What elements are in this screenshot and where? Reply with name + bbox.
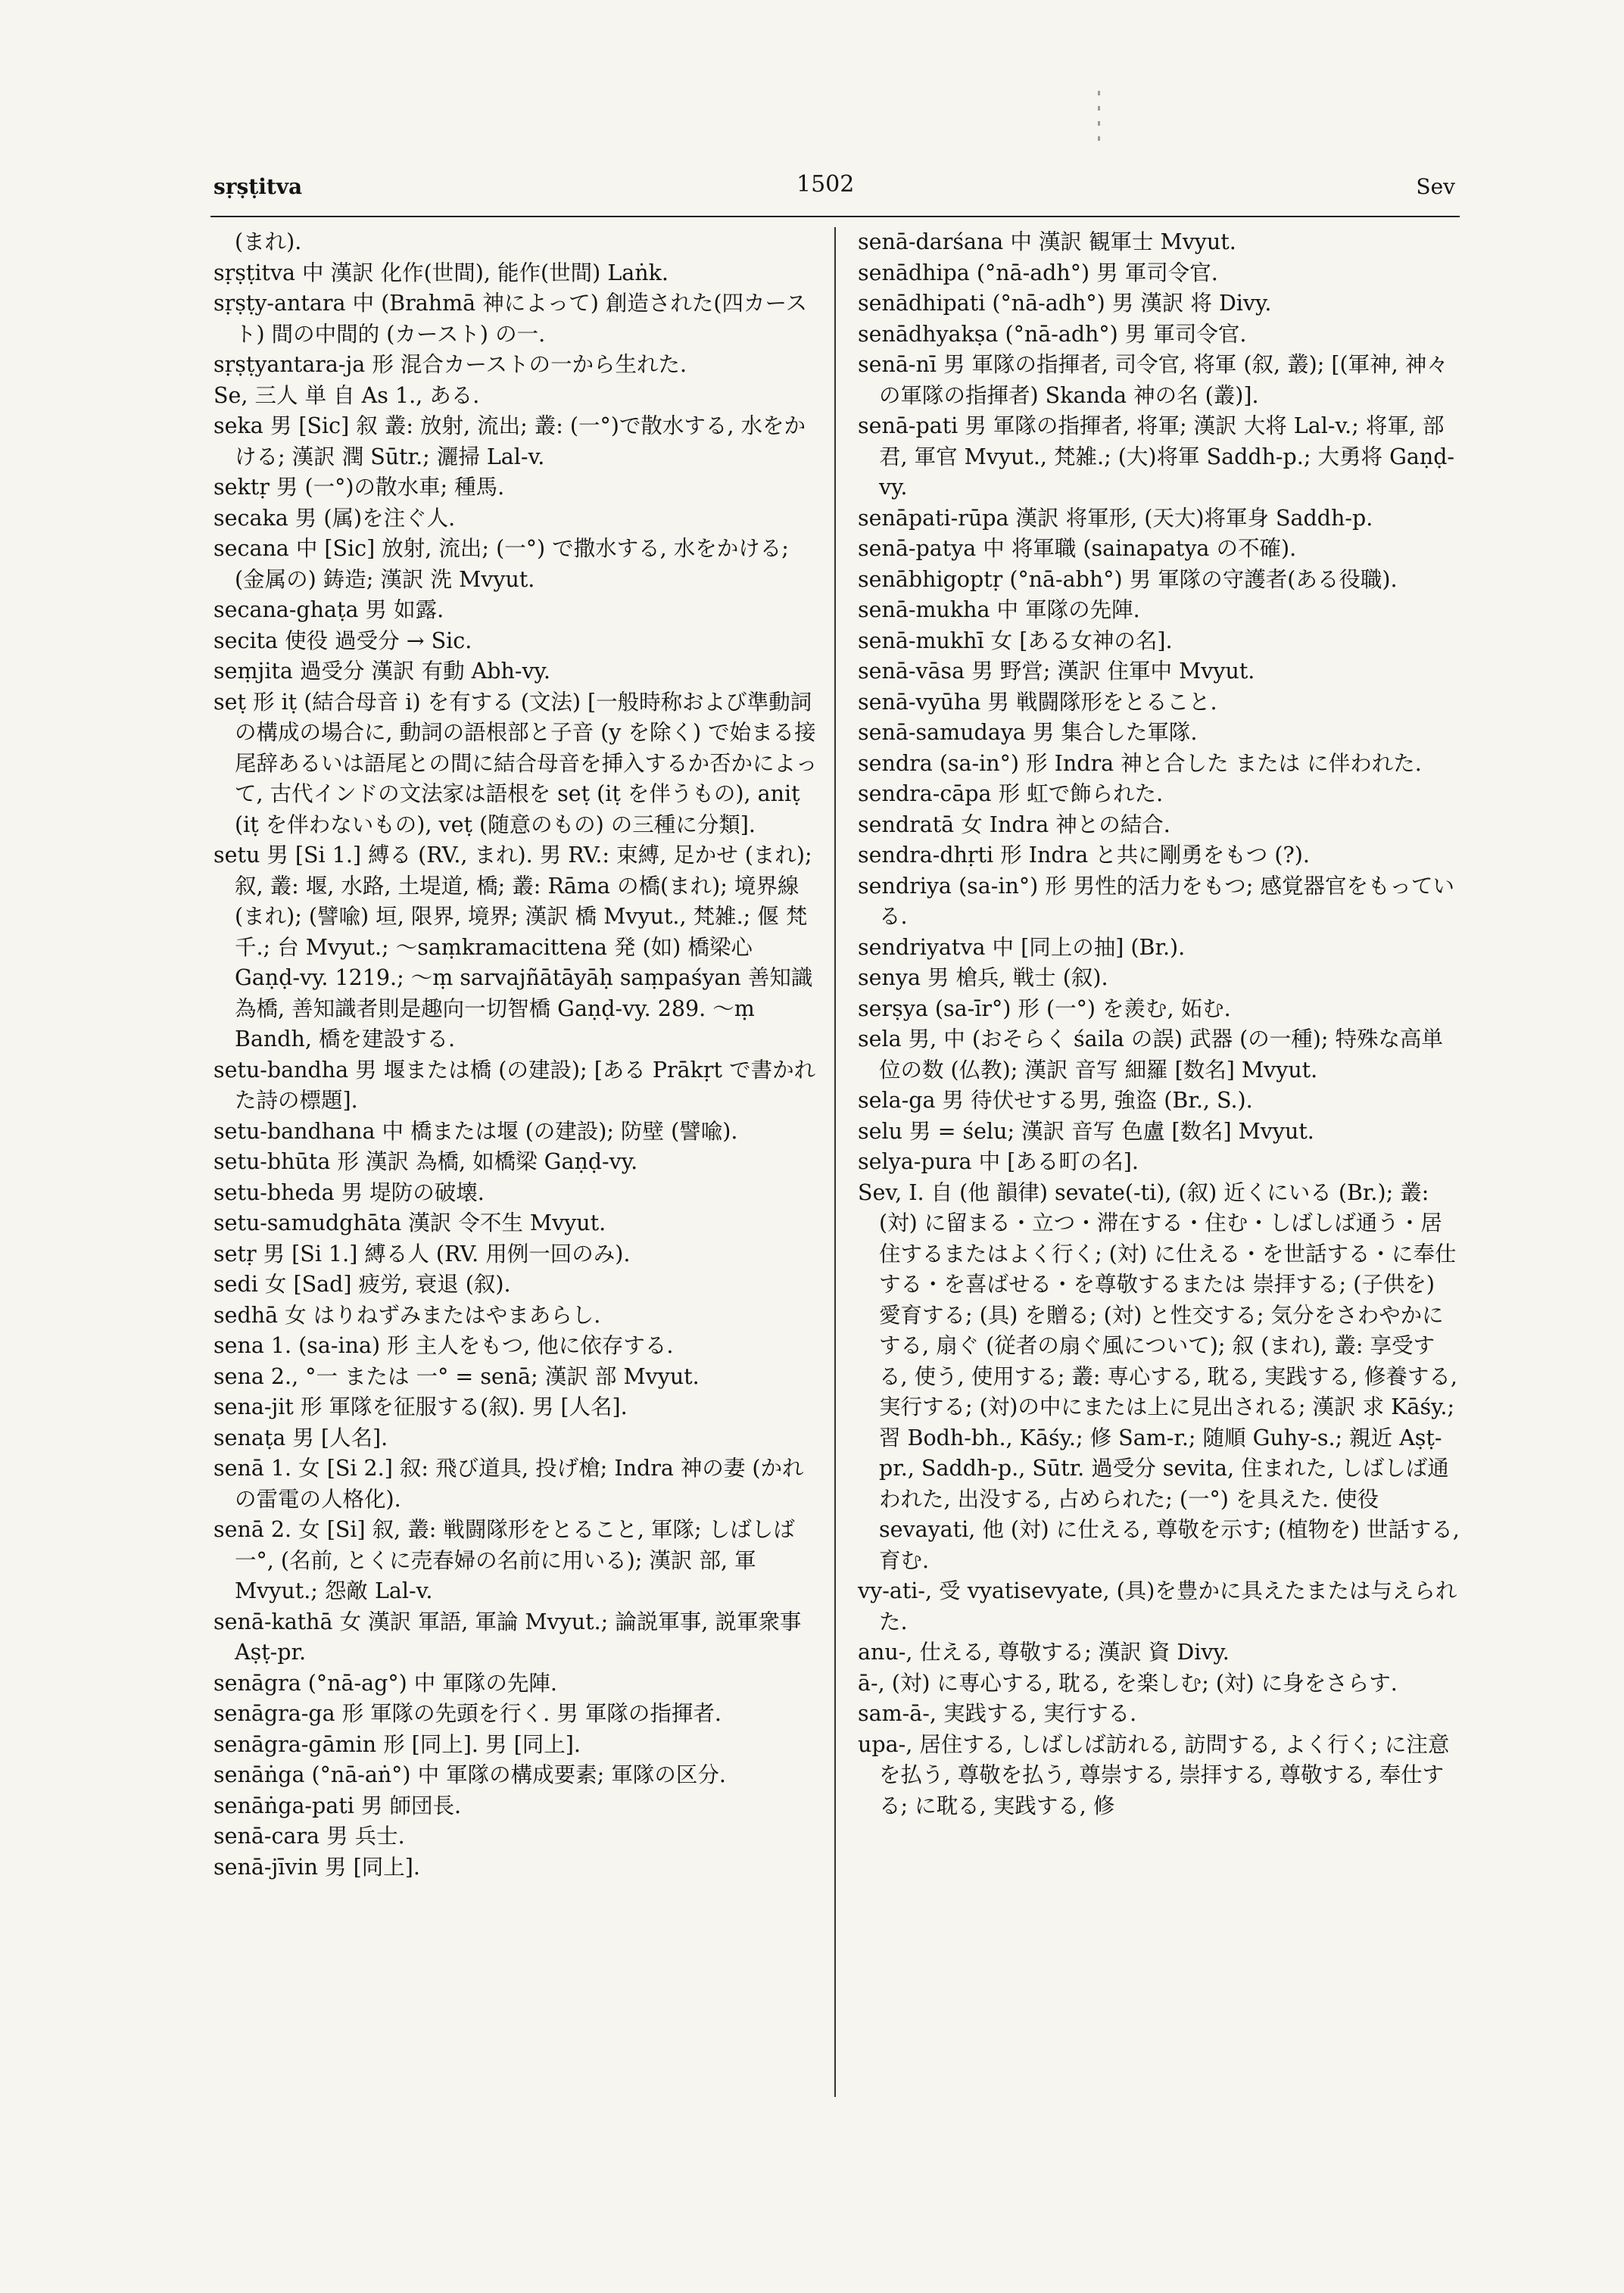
dictionary-entry: seka 男 [Sic] 叙 叢: 放射, 流出; 叢: (一°)で散水する, 水をかける; 漢訳 潤 Sūtr.; 灑掃 Lal-v. xyxy=(214,413,806,469)
dictionary-entry: seṃjita 過受分 漢訳 有動 Abh-vy. xyxy=(214,659,550,684)
dictionary-entry: senā-nī 男 軍隊の指揮者, 司令官, 将軍 (叙, 叢); [(軍神, 神々の軍隊の指揮者) Skanda 神の名 (叢)]. xyxy=(858,352,1448,408)
dictionary-entry: senādhipati (°nā-adh°) 男 漢訳 将 Divy. xyxy=(858,291,1272,316)
dictionary-entry: senā-pati 男 軍隊の指揮者, 将軍; 漢訳 大将 Lal-v.; 将軍, 部君, 軍官 Mvyut., 梵雑.; (大)将軍 Saddh-p.; 大勇将 Gaṇḍ-vy. xyxy=(858,413,1455,500)
dictionary-entry: upa-, 居住する, しばしば訪れる, 訪問する, よく行く; に注意を払う, 尊敬を払う, 尊崇する, 崇拝する, 尊敬する, 奉仕する; に耽る, 実践する, 修 xyxy=(858,1731,1450,1818)
dictionary-entry: sela 男, 中 (おそらく śaila の誤) 武器 (の一種); 特殊な高単位の数 (仏教); 漢訳 音写 細羅 [数名] Mvyut. xyxy=(858,1027,1444,1083)
dictionary-entry: senādhipa (°nā-adh°) 男 軍司令官. xyxy=(858,260,1218,285)
dictionary-entry: senā-vyūha 男 戦闘隊形をとること. xyxy=(858,689,1217,715)
dictionary-entry: setu-bhūta 形 漢訳 為橋, 如橋梁 Gaṇḍ-vy. xyxy=(214,1149,638,1174)
dictionary-entry: Se, 三人 単 自 As 1., ある. xyxy=(214,382,480,408)
left-column xyxy=(214,227,819,1883)
dictionary-entry: ā-, (対) に専心する, 耽る, を楽しむ; (対) に身をさらす. xyxy=(858,1670,1398,1696)
dictionary-entry: senāgra (°nā-ag°) 中 軍隊の先陣. xyxy=(214,1670,557,1696)
dictionary-entry: sendriyatva 中 [同上の抽] (Br.). xyxy=(858,934,1186,960)
dictionary-entry: senā-cara 男 兵士. xyxy=(214,1824,405,1849)
dictionary-entry: setu-bandha 男 堰または橋 (の建設); [ある Prākṛt で書かれた詩の標題]. xyxy=(214,1057,816,1113)
page-header xyxy=(214,168,1455,206)
dictionary-entry: anu-, 仕える, 尊敬する; 漢訳 資 Divy. xyxy=(858,1640,1230,1665)
dictionary-entry: sendra-cāpa 形 虹で飾られた. xyxy=(858,781,1164,806)
dictionary-entry: (まれ). xyxy=(235,229,302,254)
dictionary-entry: sendra-dhṛti 形 Indra と共に剛勇をもつ (?). xyxy=(858,843,1310,868)
dictionary-entry: sendra (sa-in°) 形 Indra 神と合した または に伴われた. xyxy=(858,750,1422,776)
dictionary-entry: selya-pura 中 [ある町の名]. xyxy=(858,1149,1139,1174)
dictionary-entry: seṭ 形 iṭ (結合母音 i) を有する (文法) [一般時称および準動詞の構成の場合に, 動詞の語根部と子音 (y を除く) で始まる接尾辞あるいは語尾との間に結合母音を挿入するか否かによって, 古代インドの文法家は語根を seṭ (iṭ を伴うもの), aniṭ (iṭ を伴わないもの), veṭ (随意のもの) の三種に分類]. xyxy=(214,689,818,837)
dictionary-entry: senā-mukhī 女 [ある女神の名]. xyxy=(858,628,1173,653)
dictionary-entry: secaka 男 (属)を注ぐ人. xyxy=(214,505,456,531)
dictionary-entry: setu 男 [Si 1.] 縛る (RV., まれ). 男 RV.: 束縛, 足かせ (まれ); 叙, 叢: 堰, 水路, 土堤道, 橋; 叢: Rāma の橋(まれ); 境界線(まれ); (譬喩) 垣, 限界, 境界; 漢訳 橋 Mvyut., 梵雑.; 偃 梵千.; 台 Mvyut.; ～saṃkramacittena 発 (如) 橋梁心 Gaṇḍ-vy. 1219.; ～ṃ sarvajñātāyāḥ saṃpaśyan 善知識為橋, 善知識者則是趣向一切智橋 Gaṇḍ-vy. 289. ～ṃ Bandh, 橋を建設する. xyxy=(214,843,813,1051)
dictionary-entry: senāṅga-pati 男 師団長. xyxy=(214,1793,462,1818)
dictionary-entry: senā-patya 中 将軍職 (sainapatya の不確). xyxy=(858,536,1297,561)
dictionary-entry: senā 2. 女 [Si] 叙, 叢: 戦闘隊形をとること, 軍隊; しばしば 一°, (名前, とくに売春婦の名前に用いる); 漢訳 部, 軍 Mvyut.; 怨敵 Lal-v. xyxy=(214,1517,795,1603)
dictionary-entry: serṣya (sa-īr°) 形 (一°) を羨む, 妬む. xyxy=(858,995,1231,1021)
dictionary-entry: secita 使役 過受分 → Sic. xyxy=(214,628,472,653)
dictionary-entry: setṛ 男 [Si 1.] 縛る人 (RV. 用例一回のみ). xyxy=(214,1241,631,1266)
dictionary-entry: Sev, I. 自 (他 韻律) sevate(-ti), (叙) 近くにいる (Br.); 叢: (対) に留まる・立つ・滞在する・住む・しばしば通う・居住するまたはよく行く; (対) に仕える・を世話する・に奉仕する・を喜ばせる・を尊敬するまたは 崇拝する; (子供を) 愛育する; (具) を贈る; (対) と性交する; 気分をさわやかにする, 扇ぐ (従者の扇ぐ風について); 叙 (まれ), 叢: 享受する, 使う, 使用する; 叢: 専心する, 耽る, 実践する, 修養する, 実行する; (対)の中にまたは上に見出される; 漢訳 求 Kāśy.; 習 Bodh-bh., Kāśy.; 修 Sam-r.; 随順 Guhy-s.; 親近 Aṣṭ-pr., Saddh-p., Sūtr. 過受分 sevita, 住まれた, しばしば通われた, 出没する, 占められた; (一°) を具えた. 使役 sevayati, 他 (対) に仕える, 尊敬を示す; (植物を) 世話する, 育む. xyxy=(858,1179,1460,1573)
page-number: 1502 xyxy=(796,171,855,198)
dictionary-entry: selu 男 = śelu; 漢訳 音写 色盧 [数名] Mvyut. xyxy=(858,1118,1314,1144)
dictionary-entry: sena 1. (sa-ina) 形 主人をもつ, 他に依存する. xyxy=(214,1333,674,1358)
dictionary-entry: setu-bheda 男 堤防の破壊. xyxy=(214,1179,485,1205)
dictionary-entry: senā-mukha 中 軍隊の先陣. xyxy=(858,597,1140,622)
dictionary-entry: senāpati-rūpa 漢訳 将軍形, (天大)将軍身 Saddh-p. xyxy=(858,505,1373,531)
dictionary-entry: setu-samudghāta 漢訳 令不生 Mvyut. xyxy=(214,1210,606,1235)
dictionary-entry: senā 1. 女 [Si 2.] 叙: 飛び道具, 投げ槍; Indra 神の妻 (かれの雷電の人格化). xyxy=(214,1456,804,1512)
dictionary-entry: secana-ghaṭa 男 如露. xyxy=(214,597,444,622)
dictionary-entry: senāṅga (°nā-aṅ°) 中 軍隊の構成要素; 軍隊の区分. xyxy=(214,1762,726,1787)
dictionary-entry: sela-ga 男 待伏せする男, 強盗 (Br., S.). xyxy=(858,1088,1253,1113)
dictionary-entry: sena-jit 形 軍隊を征服する(叙). 男 [人名]. xyxy=(214,1394,628,1419)
dictionary-entry: senā-kathā 女 漢訳 軍語, 軍論 Mvyut.; 論説軍事, 説軍衆事 Aṣṭ-pr. xyxy=(214,1609,802,1665)
dictionary-entry: senādhyakṣa (°nā-adh°) 男 軍司令官. xyxy=(858,321,1247,347)
header-rule xyxy=(210,216,1460,217)
dictionary-entry: setu-bandhana 中 橋または堰 (の建設); 防壁 (譬喩). xyxy=(214,1118,738,1144)
dictionary-entry: senya 男 槍兵, 戦士 (叙). xyxy=(858,965,1108,990)
dictionary-entry: sendratā 女 Indra 神との結合. xyxy=(858,812,1170,837)
dictionary-entry: senāgra-ga 形 軍隊の先頭を行く. 男 軍隊の指揮者. xyxy=(214,1701,722,1726)
dictionary-entry: secana 中 [Sic] 放射, 流出; (一°) で撒水する, 水をかける; (金属の) 鋳造; 漢訳 洗 Mvyut. xyxy=(214,536,789,592)
dictionary-entry: senā-vāsa 男 野営; 漢訳 住軍中 Mvyut. xyxy=(858,659,1255,684)
header-left-guide-word: sṛṣṭitva xyxy=(214,174,303,199)
dictionary-entry: vy-ati-, 受 vyatisevyate, (具)を豊かに具えたまたは与えられた. xyxy=(858,1578,1457,1634)
dictionary-entry: sṛṣṭyantara-ja 形 混合カーストの一から生れた. xyxy=(214,352,687,377)
dictionary-entry: senā-darśana 中 漢訳 観軍士 Mvyut. xyxy=(858,229,1236,254)
scan-marks xyxy=(1098,91,1101,159)
dictionary-entry: senāgra-gāmin 形 [同上]. 男 [同上]. xyxy=(214,1731,581,1757)
right-column xyxy=(858,227,1460,1821)
dictionary-entry: senā-jīvin 男 [同上]. xyxy=(214,1854,420,1880)
dictionary-entry: sṛṣṭitva 中 漢訳 化作(世間), 能作(世間) Laṅk. xyxy=(214,260,669,285)
column-separator xyxy=(834,227,836,2097)
dictionary-entry: sendriya (sa-in°) 形 男性的活力をもつ; 感覚器官をもっている. xyxy=(858,873,1454,929)
header-right-guide-word: Sev xyxy=(1416,174,1455,199)
dictionary-entry: senaṭa 男 [人名]. xyxy=(214,1425,388,1450)
dictionary-entry: sṛṣṭy-antara 中 (Brahmā 神によって) 創造された(四カースト) 間の中間的 (カースト) の一. xyxy=(214,291,808,347)
dictionary-entry: sedhā 女 はりねずみまたはやまあらし. xyxy=(214,1302,601,1328)
dictionary-entry: sedi 女 [Sad] 疲労, 衰退 (叙). xyxy=(214,1272,511,1297)
dictionary-entry: sena 2., °一 または 一° = senā; 漢訳 部 Mvyut. xyxy=(214,1363,700,1389)
dictionary-entry: sam-ā-, 実践する, 実行する. xyxy=(858,1701,1137,1726)
dictionary-entry: sektṛ 男 (一°)の散水車; 種馬. xyxy=(214,475,505,500)
dictionary-entry: senā-samudaya 男 集合した軍隊. xyxy=(858,720,1198,745)
dictionary-entry: senābhigoptṛ (°nā-abh°) 男 軍隊の守護者(ある役職). xyxy=(858,566,1398,592)
